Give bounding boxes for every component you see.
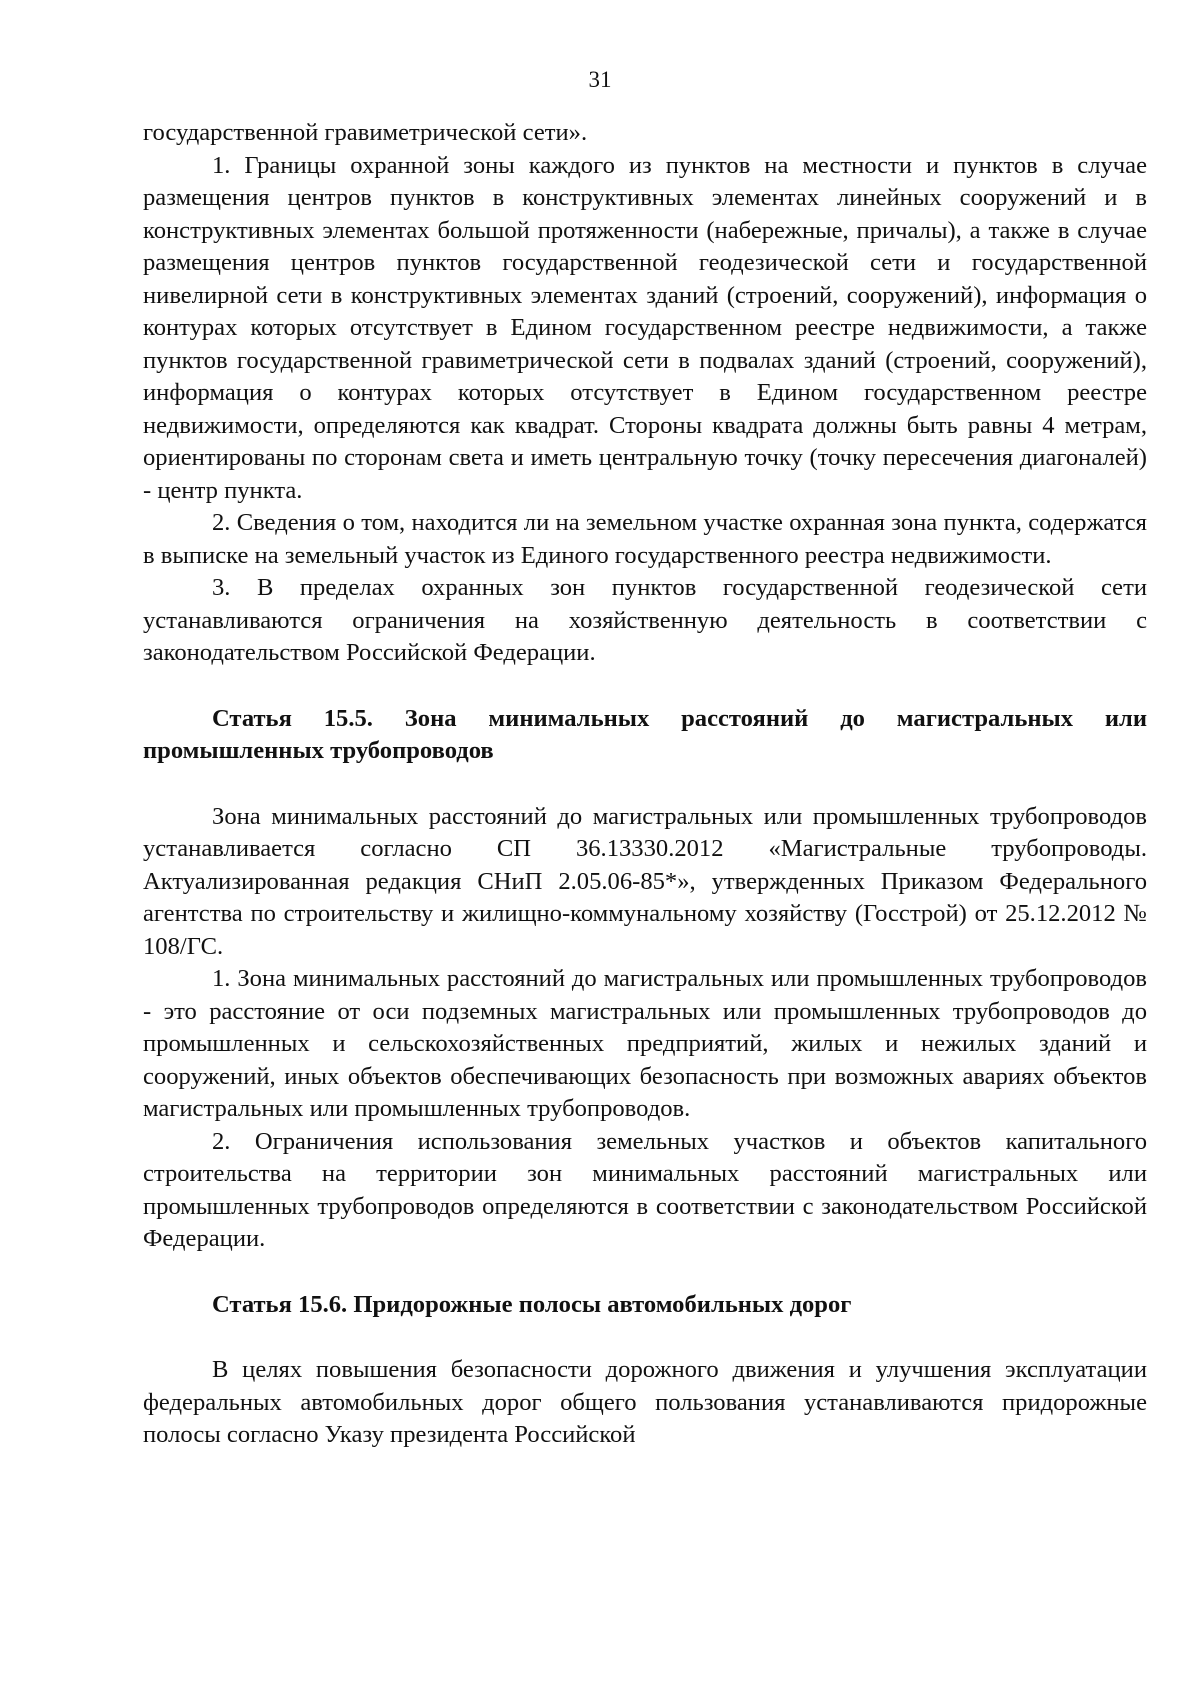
article-heading-15-5: Статья 15.5. Зона минимальных расстояний до магистральных или промышленных трубопроводов — [143, 704, 1147, 764]
article-heading-15-6: Статья 15.6. Придорожные полосы автомобильных дорог — [212, 1290, 852, 1318]
paragraph-article-15-5-intro: Зона минимальных расстояний до магистральных или промышленных трубопроводов устанавливается согласно СП 36.13330.2012 «Магистральные трубопроводы. Актуализированная редакция СНиП 2.05.06-85*», утвержденных Приказом Федерального агентства по строительству и жилищно-коммунальному хозяйству (Госстрой) от 25.12.2012 № 108/ГС. — [143, 802, 1147, 960]
page-number: 31 — [588, 67, 612, 92]
paragraph-continuation: государственной гравиметрической сети». — [143, 119, 588, 146]
document-body — [143, 117, 1147, 1452]
paragraph-article-15-5-item-1: 1. Зона минимальных расстояний до магистральных или промышленных трубопроводов - это расстояние от оси подземных магистральных или промышленных трубопроводов до промышленных и сельскохозяйственных предприятий, жилых и нежилых зданий и сооружений, иных объектов обеспечивающих безопасность при возможных авариях объектов магистральных или промышленных трубопроводов. — [143, 965, 1147, 1122]
paragraph-article-15-6-intro: В целях повышения безопасности дорожного движения и улучшения эксплуатации федеральных автомобильных дорог общего пользования устанавливаются придорожные полосы согласно Указу президента Российской — [143, 1356, 1147, 1448]
paragraph-article-15-5-item-2: 2. Ограничения использования земельных участков и объектов капитального строительства на территории зон минимальных расстояний магистральных или промышленных трубопроводов определяются в соответствии с законодательством Российской Федерации. — [143, 1127, 1147, 1252]
paragraph-item-3: 3. В пределах охранных зон пунктов государственной геодезической сети устанавливаются ограничения на хозяйственную деятельность в соответствии с законодательством Российской Федерации. — [143, 574, 1147, 666]
paragraph-item-1: 1. Границы охранной зоны каждого из пунктов на местности и пунктов в случае размещения центров пунктов в конструктивных элементах линейных сооружений и в конструктивных элементах большой протяженности (набережные, причалы), а также в случае размещения центров пунктов государственной геодезической сети и государственной нивелирной сети в конструктивных элементах зданий (строений, сооружений), информация о контурах которых отсутствует в Едином государственном реестре недвижимости, а также пунктов государственной гравиметрической сети в подвалах зданий (строений, сооружений), информация о контурах которых отсутствует в Едином государственном реестре недвижимости, определяются как квадрат. Стороны квадрата должны быть равны 4 метрам, ориентированы по сторонам света и иметь центральную точку (точку пересечения диагоналей) - центр пункта. — [143, 151, 1147, 504]
paragraph-item-2: 2. Сведения о том, находится ли на земельном участке охранная зона пункта, содержатся в выписке на земельный участок из Единого государственного реестра недвижимости. — [143, 509, 1147, 569]
